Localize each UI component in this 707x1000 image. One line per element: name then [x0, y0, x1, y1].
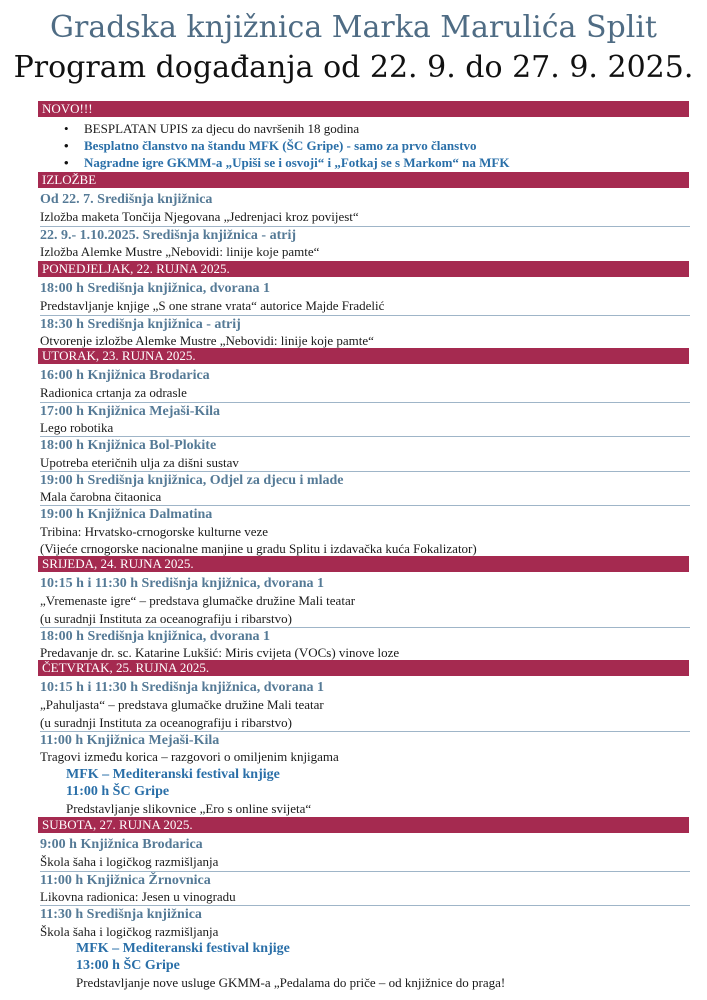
event-detail: Škola šaha i logičkog razmišljanja: [40, 854, 219, 870]
event-detail: (Vijeće crnogorske nacionalne manjine u gradu Splitu i izdavačka kuća Fokalizator): [40, 541, 477, 556]
section-bar: IZLOŽBE: [38, 172, 689, 188]
section-bar-novo: NOVO!!!: [38, 101, 689, 117]
event-detail: „Vremenaste igre“ – predstava glumačke družine Mali teatar: [40, 593, 356, 609]
festival-heading: 11:00 h ŠC Gripe: [66, 783, 170, 799]
event-time-location: 22. 9.- 1.10.2025. Središnja knjižnica - atrij: [40, 226, 690, 244]
event-time-location: 11:00 h Knjižnica Mejaši-Kila: [40, 731, 690, 749]
event-detail: Likovna radionica: Jesen u vinogradu: [40, 888, 236, 904]
event-detail: Otvorenje izložbe Alemke Mustre „Nebovidi: linije koje pamte“: [40, 332, 374, 348]
library-title: Gradska knjižnica Marka Marulića Split: [50, 10, 657, 45]
event-time-location: 19:00 h Središnja knjižnica, Odjel za djecu i mlade: [40, 471, 690, 489]
event-time-location: 11:30 h Središnja knjižnica: [40, 905, 690, 923]
event-time-location: 18:00 h Knjižnica Bol-Plokite: [40, 436, 690, 454]
event-detail: Predavanje dr. sc. Katarine Lukšić: Miris cvijeta (VOCs) vinove loze: [40, 645, 400, 661]
event-time-location: 16:00 h Knjižnica Brodarica: [40, 368, 210, 383]
event-detail: Lego robotika: [40, 419, 114, 435]
event-time-location: 19:00 h Knjižnica Dalmatina: [40, 505, 690, 523]
event-detail: Upotreba eteričnih ulja za dišni sustav: [40, 454, 239, 470]
event-time-location: 10:15 h i 11:30 h Središnja knjižnica, dvorana 1: [40, 680, 325, 695]
section-bar: UTORAK, 23. RUJNA 2025.: [38, 348, 689, 364]
novo-item: • Nagradne igre GKMM-a „Upiši se i osvoji“ i „Fotkaj se s Markom“ na MFK: [40, 154, 707, 171]
novo-item: • BESPLATAN UPIS za djecu do navršenih 18 godina: [40, 120, 707, 137]
event-detail: Predstavljanje slikovnice „Ero s online svijeta“: [66, 801, 312, 817]
event-detail: Radionica crtanja za odrasle: [40, 385, 187, 401]
section-bar: SUBOTA, 27. RUJNA 2025.: [38, 817, 689, 833]
event-detail: (u suradnji Instituta za oceanografiju i ribarstvo): [40, 610, 292, 626]
festival-heading: MFK – Mediteranski festival knjige: [66, 766, 280, 782]
event-time-location: 17:00 h Knjižnica Mejaši-Kila: [40, 402, 690, 420]
event-detail: „Pahuljasta“ – predstava glumačke družine Mali teatar: [40, 697, 324, 713]
section-bar: PONEDJELJAK, 22. RUJNA 2025.: [38, 261, 689, 277]
section-bar: ČETVRTAK, 25. RUJNA 2025.: [38, 660, 689, 676]
event-detail: Predstavljanje knjige „S one strane vrata“ autorice Majde Fradelić: [40, 298, 385, 314]
festival-heading: 13:00 h ŠC Gripe: [76, 958, 180, 974]
event-time-location: 9:00 h Knjižnica Brodarica: [40, 837, 203, 852]
novo-item: • Besplatno članstvo na štandu MFK (ŠC Gripe) - samo za prvo članstvo: [40, 137, 707, 154]
event-detail: Izložba Alemke Mustre „Nebovidi: linije koje pamte“: [40, 243, 320, 259]
event-detail: (u suradnji Instituta za oceanografiju i ribarstvo): [40, 714, 292, 730]
event-detail: Izložba maketa Tončija Njegovana „Jedrenjaci kroz povijest“: [40, 209, 359, 225]
event-detail: Tragovi između korica – razgovori o omiljenim knjigama: [40, 749, 339, 765]
event-time-location: 18:00 h Središnja knjižnica, dvorana 1: [40, 281, 270, 296]
event-detail: Tribina: Hrvatsko-crnogorske kulturne veze: [40, 523, 269, 539]
event-detail: Škola šaha i logičkog razmišljanja: [40, 923, 219, 939]
program-title: Program događanja od 22. 9. do 27. 9. 2025.: [13, 50, 694, 85]
festival-heading: MFK – Mediteranski festival knjige: [76, 940, 290, 956]
event-time-location: 18:00 h Središnja knjižnica, dvorana 1: [40, 627, 690, 645]
section-bar: SRIJEDA, 24. RUJNA 2025.: [38, 556, 689, 572]
event-detail: Mala čarobna čitaonica: [40, 489, 162, 505]
event-time-location: 18:30 h Središnja knjižnica - atrij: [40, 315, 690, 333]
event-time-location: 10:15 h i 11:30 h Središnja knjižnica, dvorana 1: [40, 576, 325, 591]
event-detail: Predstavljanje nove usluge GKMM-a „Pedalama do priče – od knjižnice do praga!: [76, 975, 506, 991]
event-time-location: Od 22. 7. Središnja knjižnica: [40, 192, 213, 207]
event-time-location: 11:00 h Knjižnica Žrnovnica: [40, 871, 690, 889]
